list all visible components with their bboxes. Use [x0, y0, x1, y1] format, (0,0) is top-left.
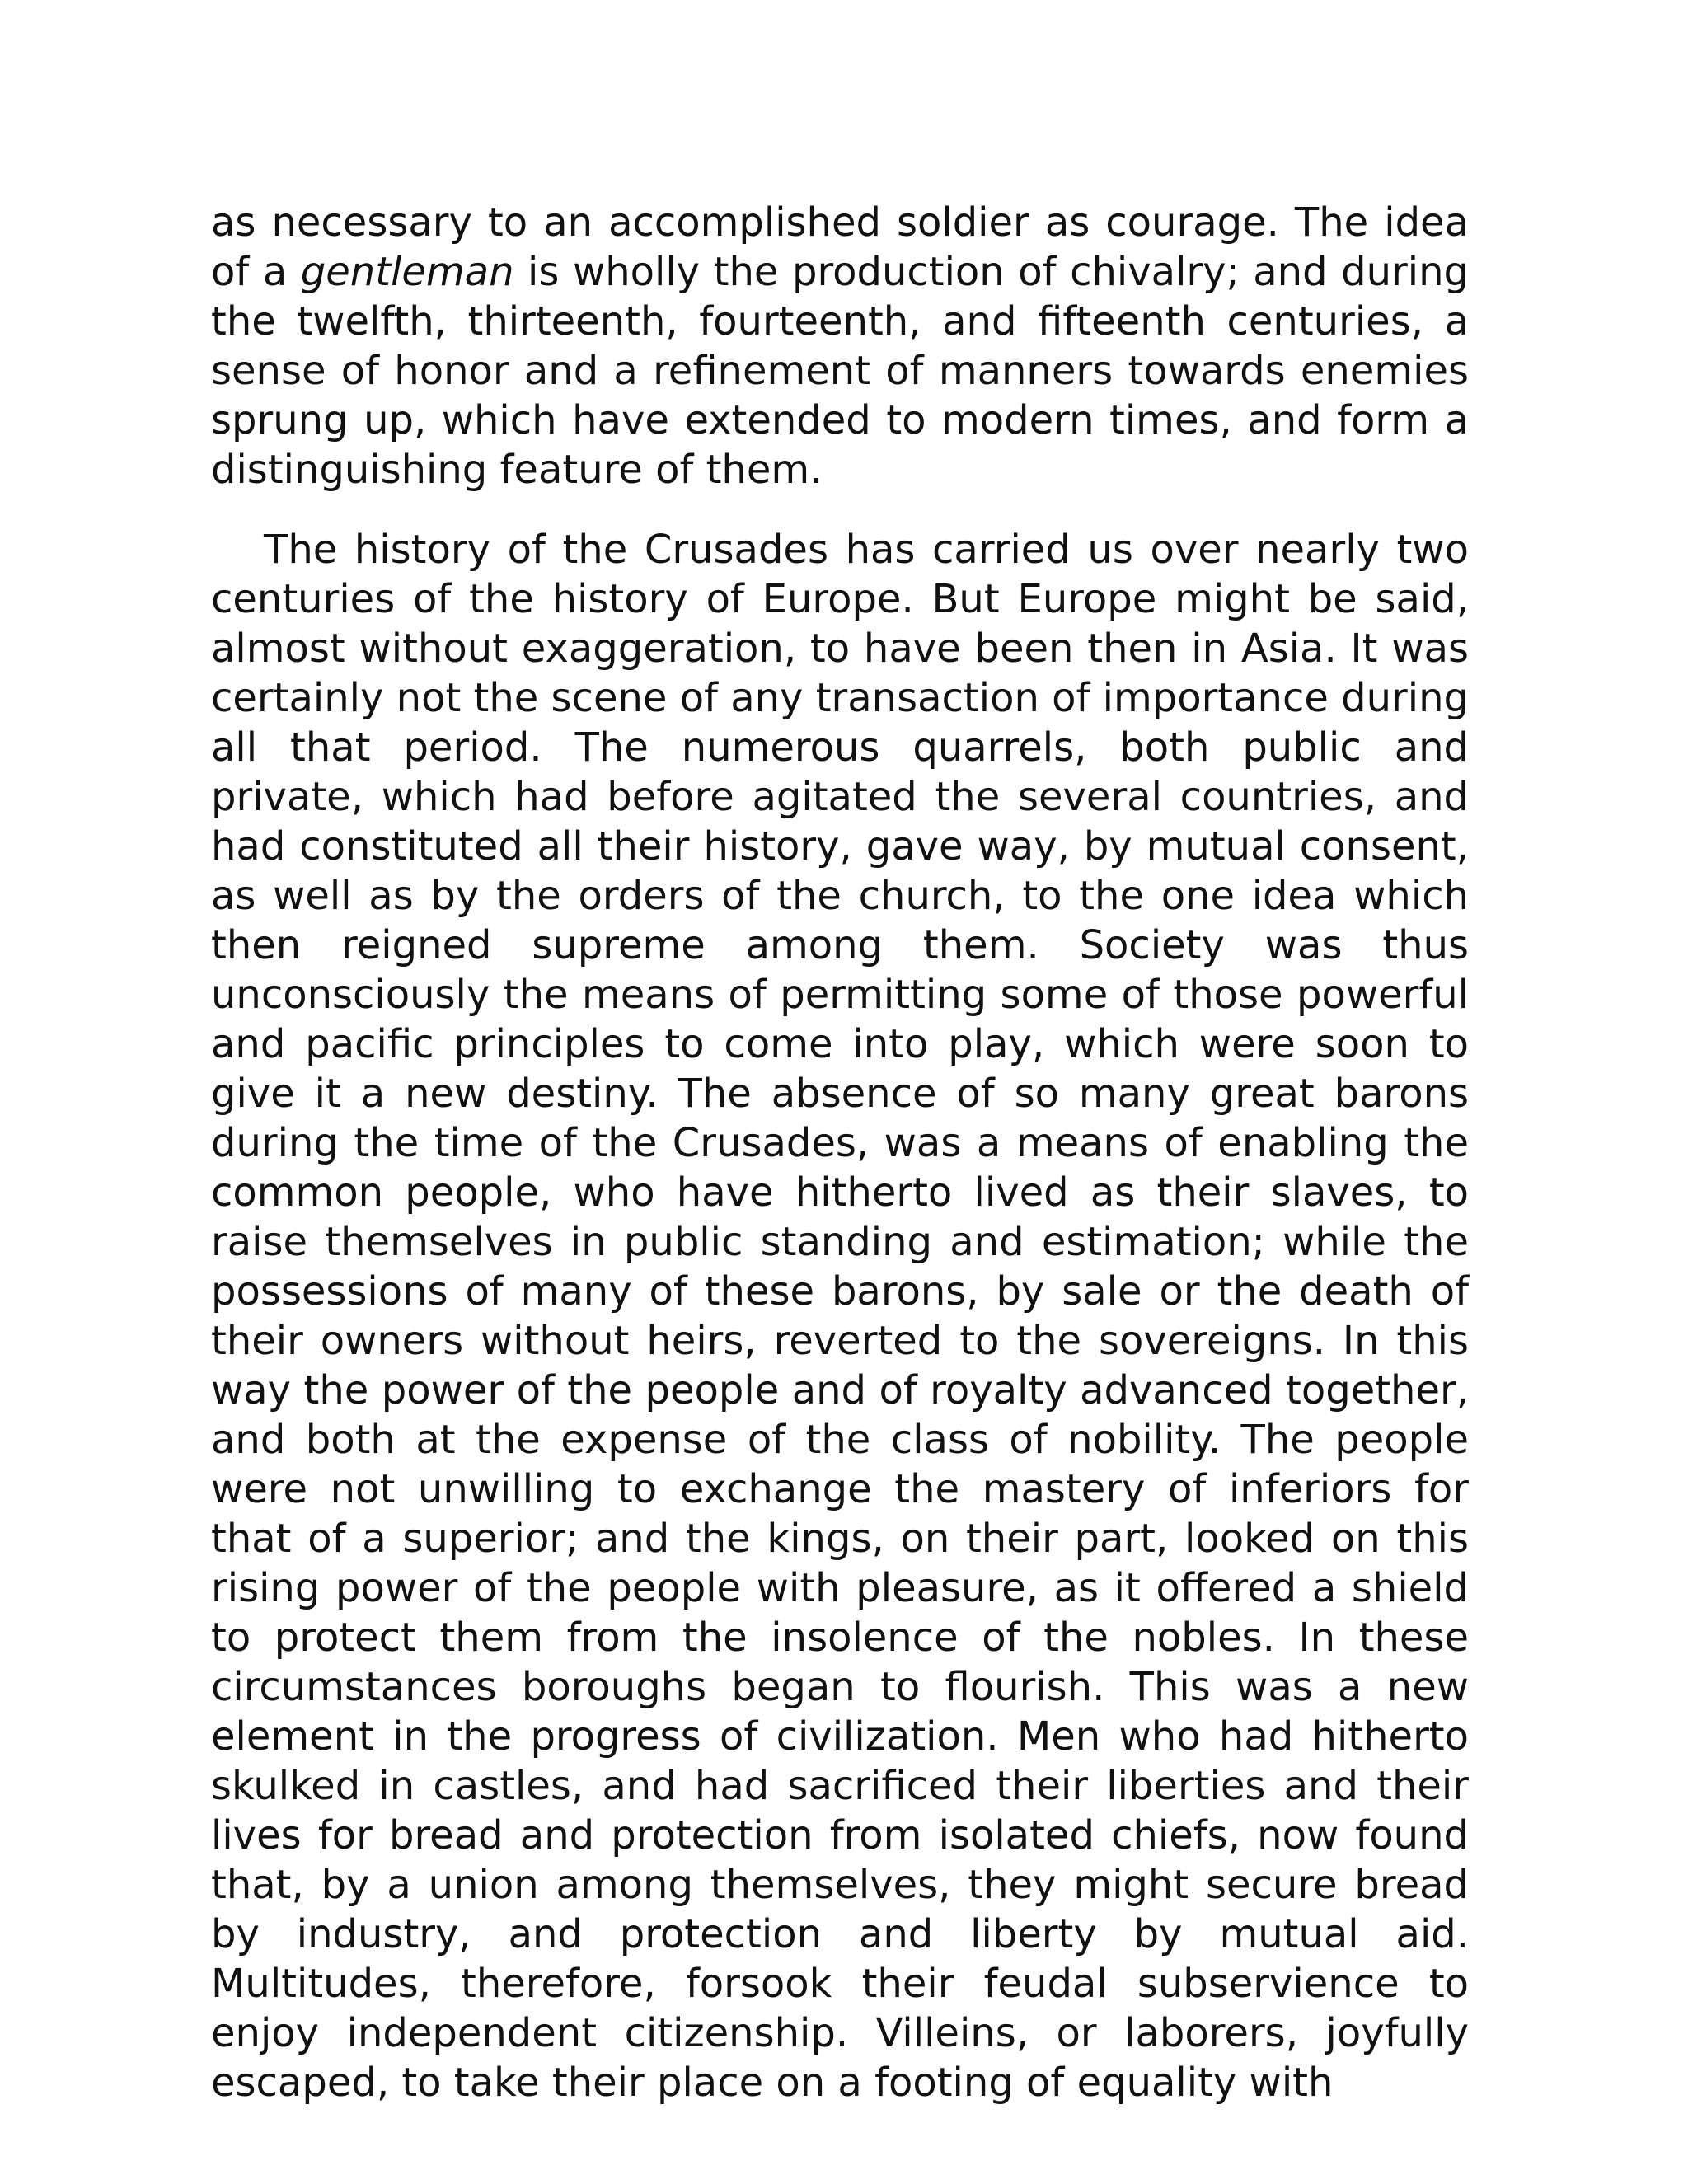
- paragraph-1: [211, 198, 1469, 494]
- body-text: [211, 198, 1469, 2107]
- paragraph-1-text-start: as necessary to an accomplished soldier as courage. The idea of a: [211, 199, 1469, 295]
- paragraph-1-text-end: is wholly the production of chivalry; and during the twelfth, thirteenth, fourteenth, and fifteenth centuries, a sense of honor and a refinement of manners towards enemies sprung up, which have extended to modern times, and form a distinguishing feature of them.: [211, 249, 1469, 493]
- italic-term-gentleman: gentleman: [300, 249, 514, 295]
- paragraph-2: The history of the Crusades has carried us over nearly two centuries of the history of Europe. But Europe might be said, almost without exaggeration, to have been then in Asia. It was certainly not the scene of any transaction of importance during all that period. The numerous quarrels, both public and private, which had before agitated the several countries, and had constituted all their history, gave way, by mutual consent, as well as by the orders of the church, to the one idea which then reigned supreme among them. Society was thus unconsciously the means of permitting some of those powerful and pacific principles to come into play, which were soon to give it a new destiny. The absence of so many great barons during the time of the Crusades, was a means of enabling the common people, who have hitherto lived as their slaves, to raise themselves in public standing and estimation; while the possessions of many of these barons, by sale or the death of their owners without heirs, reverted to the sovereigns. In this way the power of the people and of royalty advanced together, and both at the expense of the class of nobility. The people were not unwilling to exchange the mastery of inferiors for that of a superior; and the kings, on their part, looked on this rising power of the people with pleasure, as it offered a shield to protect them from the insolence of the nobles. In these circumstances boroughs began to flourish. This was a new element in the progress of civilization. Men who had hitherto skulked in castles, and had sacrificed their liberties and their lives for bread and protection from isolated chiefs, now found that, by a union among themselves, they might secure bread by industry, and protection and liberty by mutual aid. Multitudes, therefore, forsook their feudal subservience to enjoy independent citizenship. Villeins, or laborers, joyfully escaped, to take their place on a footing of equality with: [211, 527, 1469, 2106]
